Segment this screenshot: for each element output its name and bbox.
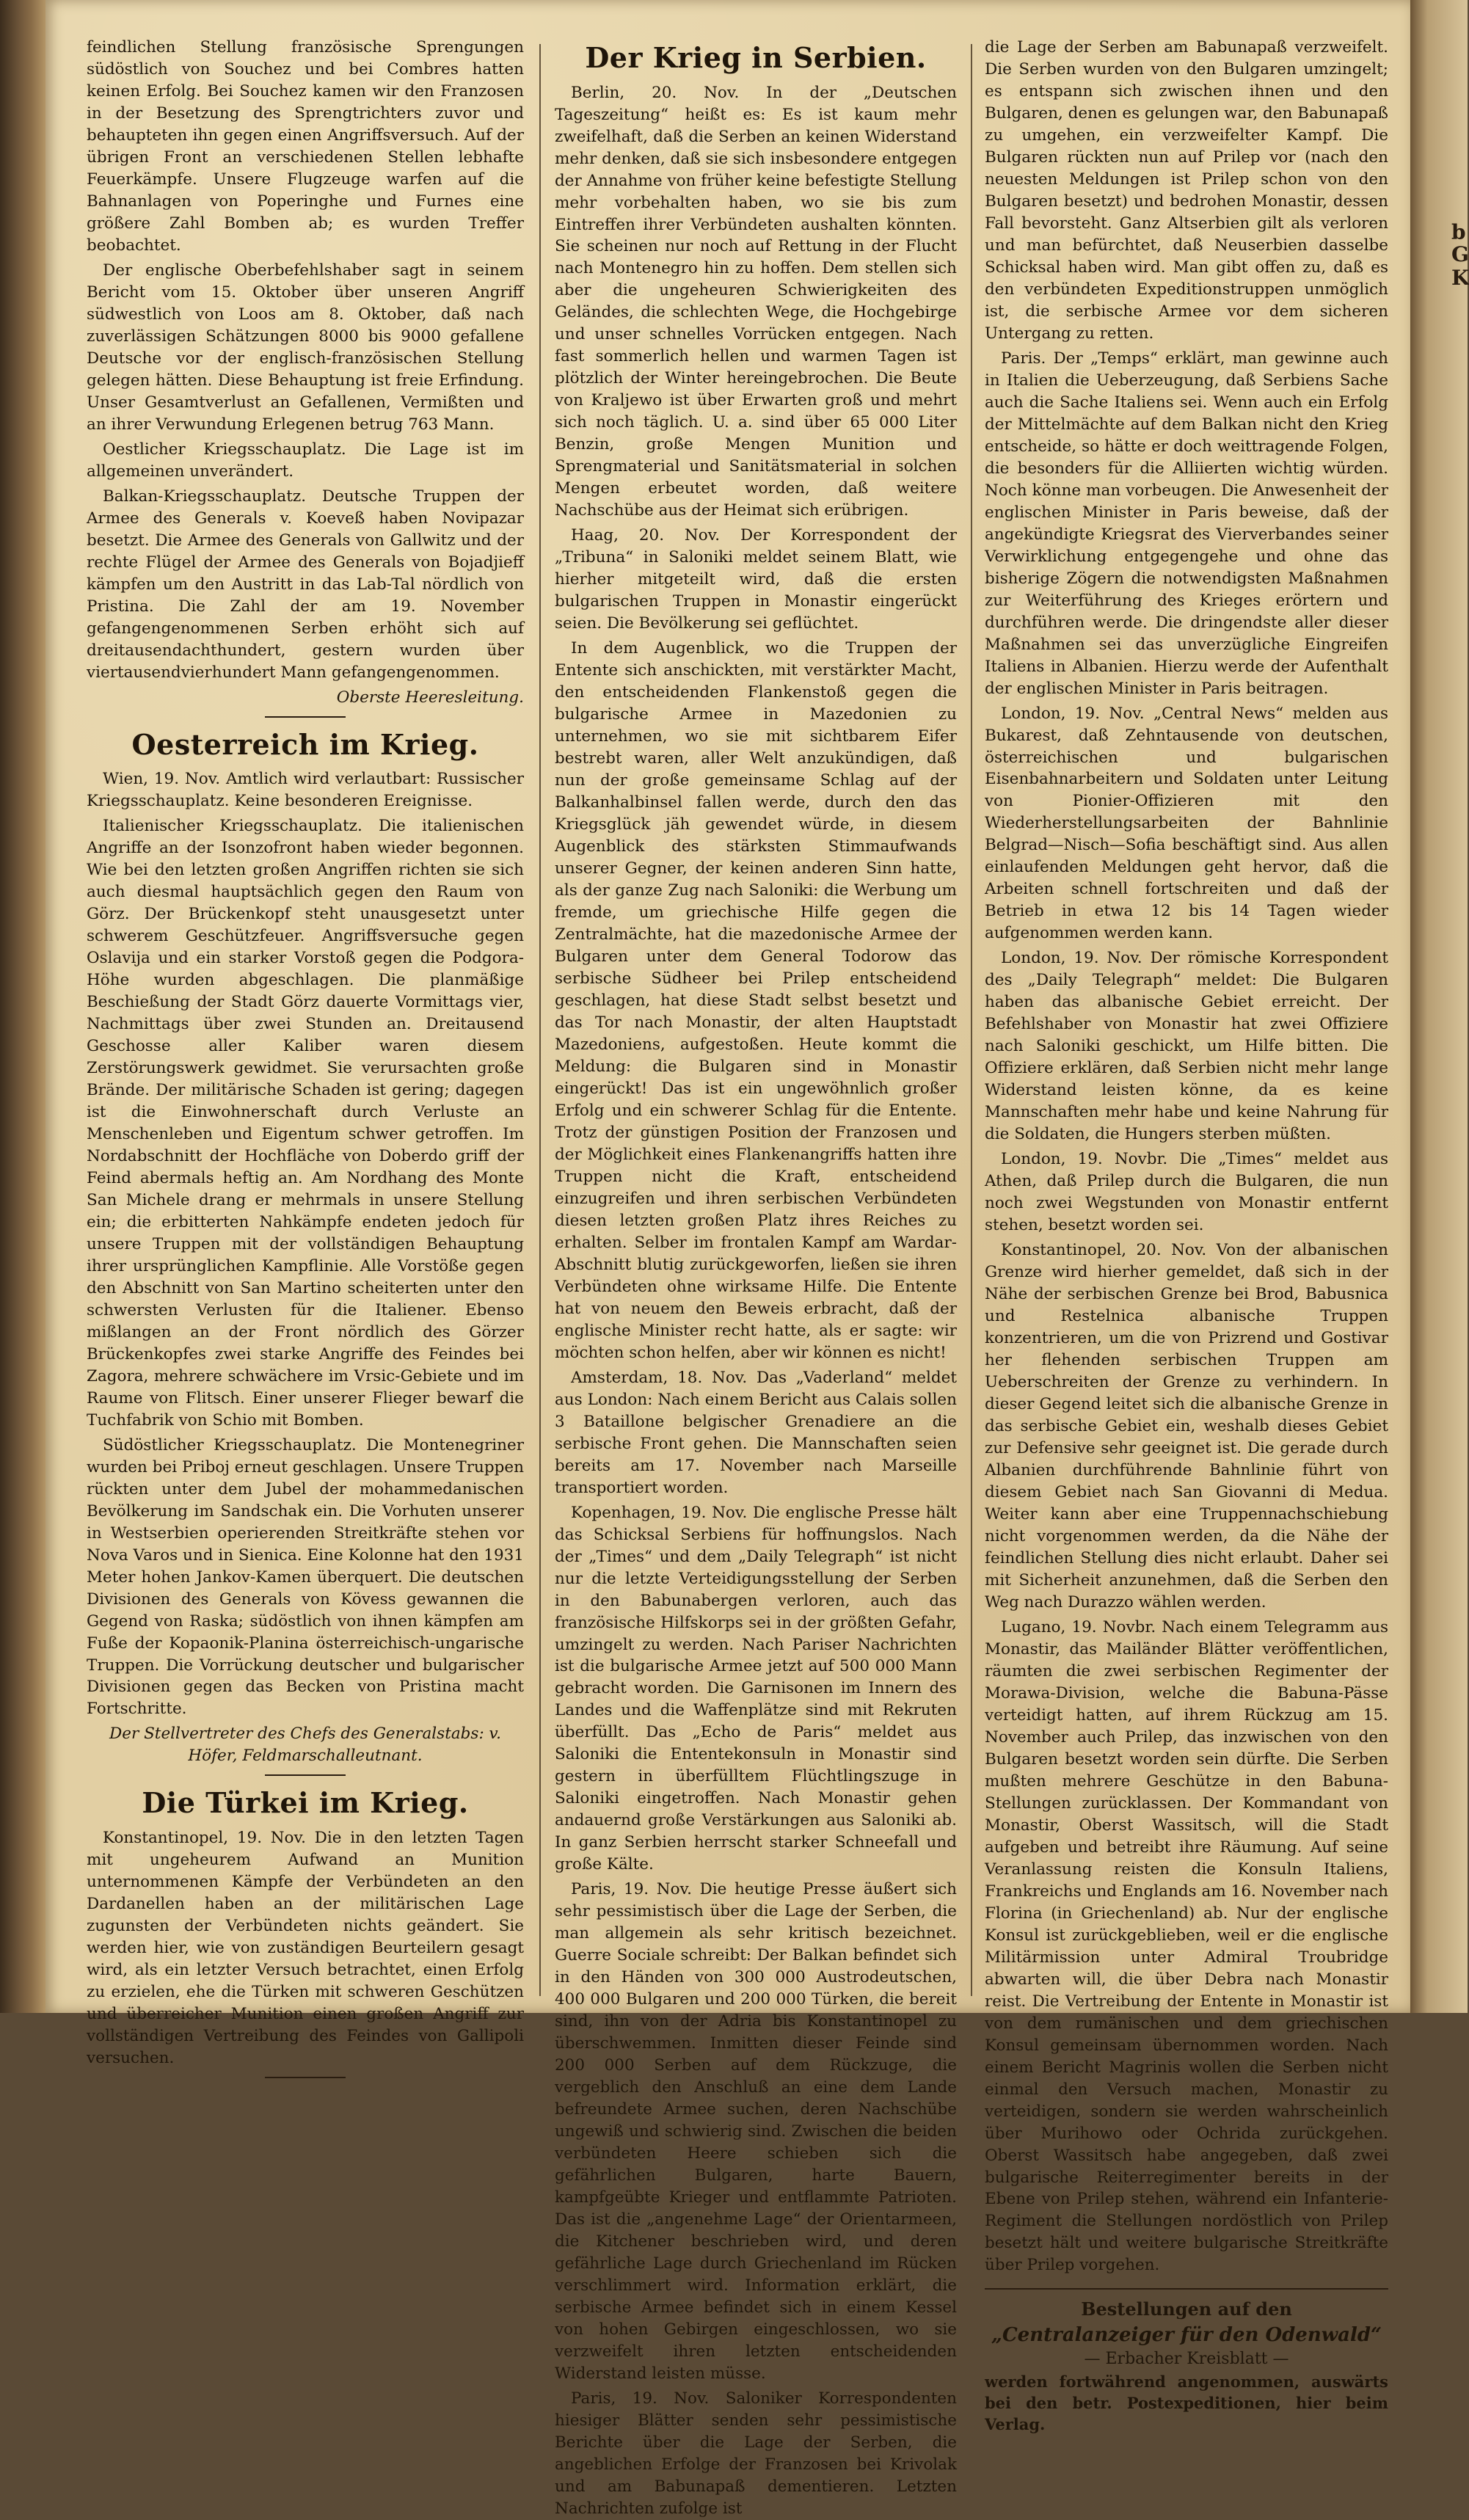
paragraph: Italienischer Kriegsschauplatz. Die italienischen Angriffe an der Isonzofront haben wieder begonnen. Wie bei den letzten großen Angriffen richten sie sich auch diesmal hauptsächlich gegen den Raum von Görz. Der Brückenkopf steht unausgesetzt unter schwerem Geschützfeuer. Angriffsversuche gegen Oslavija und ein starker Vorstoß gegen die Podgora-Höhe wurden abgeschlagen. Die planmäßige Beschießung der Stadt Görz dauerte Vormittags vier, Nachmittags über zwei Stunden an. Dreitausend Geschosse aller Kaliber waren diesem Zerstörungswerk gewidmet. Sie verursachten große Brände. Der militärische Schaden ist gering; dagegen ist die Einwohnerschaft durch Verluste an Menschenleben und Eigentum schwer getroffen. Im Nordabschnitt der Hochfläche von Doberdo griff der Feind abermals heftig an. Am Nordhang des Monte San Michele drang er mehrmals in unsere Stellung ein; die erbitterten Nahkämpfe endeten jedoch für unsere Truppen mit der vollständigen Behauptung ihrer ursprünglichen Kampflinie. Alle Vorstöße gegen den Abschnitt von San Martino scheiterten unter den schwersten Verlusten für die Italiener. Ebenso mißlangen an der Front nördlich des Görzer Brückenkopfes zwei starke Angriffe des Feindes bei Zagora, mehrere schwächere im Vrsic-Gebiete und im Raume von Flitsch. Einer unserer Flieger bewarf die Tuchfabrik von Schio mit Bomben. bbox=[87, 817, 524, 1430]
divider bbox=[265, 716, 346, 718]
paragraph: Paris. Der „Temps“ erklärt, man gewinne auch in Italien die Ueberzeugung, daß Serbiens Sache auch die Sache Italiens sei. Wenn auch ein Erfolg der Mittelmächte auf dem Balkan nicht den Krieg entscheide, so hätte er doch weittragende Folgen, die besonders für die Alliierten wichtig würden. Noch könne man vorbeugen. Die Anwesenheit der englischen Minister in Paris beweise, daß der angekündigte Kriegsrat des Vierverbandes seiner Verwirklichung entgegengehe und ohne das bisherige Zögern die notwendigsten Maßnahmen zur Weiterführung des Krieges erörtern und durchführen werde. Die dringendste aller dieser Maßnahmen sei das unverzügliche Eingreifen Italiens in Albanien. Hierzu werde der Aufenthalt der englischen Minister in Paris beitragen. bbox=[985, 349, 1388, 698]
paragraph: Haag, 20. Nov. Der Korrespondent der „Tribuna“ in Saloniki meldet seinem Blatt, wie hierher mitgeteilt wird, daß die ersten bulgarischen Truppen in Monastir eingerückt seien. Die Bevölkerung sei geflüchtet. bbox=[555, 526, 957, 633]
section-heading: Der Krieg in Serbien. bbox=[585, 41, 927, 74]
column-2 bbox=[555, 37, 957, 2518]
paragraph: Kopenhagen, 19. Nov. Die englische Presse hält das Schicksal Serbiens für hoffnungslos. Nach der „Times“ und dem „Daily Telegraph“ ist nicht nur die letzte Verteidigungsstellung der Serben in den Babunabergen verloren, auch das französische Hilfskorps sei in der größten Gefahr, umzingelt zu werden. Nach Pariser Nachrichten ist die bulgarische Armee jetzt auf 500 000 Mann gebracht worden. Die Garnisonen im Innern des Landes und die Waffenplätze sind mit Rekruten überfüllt. Das „Echo de Paris“ meldet aus Saloniki die Ententekonsuln in Monastir sind gestern in überfülltem Flüchtlingszuge in Saloniki eingetroffen. Nach Monastir gehen andauernd große Verstärkungen aus Saloniki ab. In ganz Serbien herrscht starker Schneefall und große Kälte. bbox=[555, 1503, 957, 1874]
section-heading: Oesterreich im Krieg. bbox=[131, 727, 479, 761]
notice-line: Bestellungen auf den bbox=[1081, 2298, 1292, 2320]
paragraph: die Lage der Serben am Babunapaß verzweifelt. Die Serben wurden von den Bulgaren umzingelt; es entspann sich zwischen ihnen und den Bulgaren, denen es gelungen war, den Babunapaß zu umgehen, ein verzweifelter Kampf. Die Bulgaren rückten nun auf Prilep vor (nach den neuesten Meldungen ist Prilep schon von den Bulgaren besetzt) und bedrohen Monastir, dessen Fall bevorsteht. Ganz Altserbien gilt als verloren und man befürchtet, daß Neuserbien dasselbe Schicksal haben wird. Man gibt offen zu, daß es den verbündeten Expeditionstruppen unmöglich ist, die serbische Armee vor dem sicheren Untergang zu retten. bbox=[985, 38, 1388, 343]
paragraph: Der englische Oberbefehlshaber sagt in seinem Bericht vom 15. Oktober über unseren Angriff südwestlich von Loos am 8. Oktober, daß nach zuverlässigen Schätzungen 8000 bis 9000 gefallene Deutsche vor der englisch-französischen Stellung gelegen hätten. Diese Behauptung ist freie Erfindung. Unser Gesamtverlust an Gefallenen, Vermißten und an ihrer Verwundung Erlegenen betrug 763 Mann. bbox=[87, 261, 524, 434]
column-rule bbox=[971, 44, 972, 1996]
section-heading: Die Türkei im Krieg. bbox=[142, 1786, 469, 1820]
paragraph: Paris, 19. Nov. Die heutige Presse äußert sich sehr pessimistisch über die Lage der Serben, die man allgemein als sehr kritisch bezeichnet. Guerre Sociale schreibt: Der Balkan befindet sich in den Händen von 300 000 Austrodeutschen, 400 000 Bulgaren und 200 000 Türken, die bereit sind, ihn von der Adria bis Konstantinopel zu überschwemmen. Inmitten dieser Feinde sind 200 000 Serben auf dem Rückzuge, die vergeblich den Anschluß an eine dem Lande befreundete Armee suchen, deren Nachschübe ungewiß und schwierig sind. Zwischen die beiden verbündeten Heere schieben sich die gefährlichen Bulgaren, harte Bauern, kampfgeübte Krieger und entflammte Patrioten. Das ist die „angenehme Lage“ der Orientarmeen, die Kitchener beschrieben wird, und deren gefährliche Lage durch Griechenland im Rücken verschlimmert wird. Information erklärt, die serbische Armee befindet sich in einem Kessel von hohen Gebirgen eingeschlossen, wo sie verzweifelt ihren letzten entscheidenden Widerstand leisten müsse. bbox=[555, 1880, 957, 2383]
page-fragment-letter: K bbox=[1451, 266, 1469, 290]
paragraph: London, 19. Nov. Der römische Korrespondent des „Daily Telegraph“ meldet: Die Bulgaren haben das albanische Gebiet erreicht. Der Befehlshaber von Monastir hat zwei Offiziere nach Saloniki geschickt, um Hilfe bitten. Die Offiziere erklären, daß Serbien nicht mehr lange Widerstand leisten könne, da es keine Mannschaften mehr habe und keine Nahrung für die Soldaten, die Hungers sterben müßten. bbox=[985, 949, 1388, 1144]
paragraph: Oestlicher Kriegsschauplatz. Die Lage ist im allgemeinen unverändert. bbox=[87, 440, 524, 481]
page-fragment-letter: b bbox=[1451, 220, 1466, 244]
adjacent-page-edge bbox=[1410, 0, 1468, 2013]
paragraph: Konstantinopel, 20. Nov. Von der albanischen Grenze wird hierher gemeldet, daß sich in der Nähe der serbischen Grenze bei Brod, Babusnica und Restelnica albanische Truppen konzentrieren, um die von Prizrend und Gostivar her flehenden serbischen Truppen am Ueberschreiten der Grenze zu verhindern. In dieser Gegend leitet sich die albanische Grenze in das serbische Gebiet ein, weshalb dieses Gebiet zur Defensive sehr geeignet ist. Die gerade durch Albanien durchführende Bahnlinie führt von diesem Gebiet nach San Giovanni di Medua. Weiter kann aber eine Truppennachschiebung nicht vorgenommen werden, da die Nähe der feindlichen Stellung dies nicht erlaubt. Daher sei mit Sicherheit anzunehmen, daß die Serben den Weg nach Durazzo wählen werden. bbox=[985, 1241, 1388, 1612]
page-fragment-letter: G bbox=[1451, 242, 1469, 266]
paragraph: Balkan-Kriegsschauplatz. Deutsche Truppen der Armee des Generals v. Koeveß haben Novipazar besetzt. Die Armee des Generals von Gallwitz und der rechte Flügel der Armee des Generals von Bojadjieff kämpfen um den Austritt in das Lab-Tal nördlich von Pristina. Die Zahl der am 19. November gefangengenommenen Serben erhöht sich auf dreitausendachthundert, gestern wurden über viertausendvierhundert Mann gefangengenommen. bbox=[87, 487, 524, 682]
signature: Oberste Heeresleitung. bbox=[336, 688, 524, 707]
column-3 bbox=[985, 37, 1388, 2434]
notice-title: „Centralanzeiger für den Odenwald“ bbox=[991, 2323, 1382, 2346]
book-binding bbox=[0, 0, 45, 2013]
paragraph: Berlin, 20. Nov. In der „Deutschen Tageszeitung“ heißt es: Es ist kaum mehr zweifelhaft, daß die Serben an keinen Widerstand mehr denken, daß sie sich insbesondere entgegen der Annahme von früher keine befestigte Stellung mehr vorbehalten haben, wo sie bis zum Eintreffen ihrer Verbündeten aushalten könnten. Sie scheinen nur noch auf Rettung in der Flucht nach Montenegro hin zu hoffen. Dem stellen sich aber die ungeheuren Schwierigkeiten des Geländes, die schlechten Wege, die Hochgebirge und unser schnelles Vorrücken entgegen. Nach fast sommerlich hellen und warmen Tagen ist plötzlich der Winter hereingebrochen. Die Beute von Kraljewo ist über Erwarten groß und mehrt sich noch täglich. U. a. sind über 65 000 Liter Benzin, große Mengen Munition und Sprengmaterial und Sanitätsmaterial in solchen Mengen erbeutet worden, daß weitere Nachschübe aus der Heimat sich erübrigen. bbox=[555, 83, 957, 520]
signature: Der Stellvertreter des Chefs des Generalstabs: v. Höfer, Feldmarschalleutnant. bbox=[109, 1725, 501, 1766]
column-rule bbox=[539, 44, 541, 1996]
paragraph: London, 19. Novbr. Die „Times“ meldet aus Athen, daß Prilep durch die Bulgaren, die nun noch zwei Wegstunden von Monastir entfernt stehen, besetzt worden sei. bbox=[985, 1150, 1388, 1235]
divider bbox=[265, 2077, 346, 2078]
column-1 bbox=[87, 37, 524, 2067]
paragraph: Wien, 19. Nov. Amtlich wird verlautbart: Russischer Kriegsschauplatz. Keine besonderen Ereignisse. bbox=[87, 770, 524, 811]
paragraph: Südöstlicher Kriegsschauplatz. Die Montenegriner wurden bei Priboj erneut geschlagen. Unsere Truppen rückten unter dem Jubel der mohammedanischen Bevölkerung im Sandschak ein. Die Vorhuten unserer in Westserbien operierenden Streitkräfte stehen vor Nova Varos und in Sienica. Eine Kolonne hat den 1931 Meter hohen Jankov-Kamen überquert. Die deutschen Divisionen des Generals von Kövess gewannen die Gegend von Raska; südöstlich von ihnen kämpfen am Fuße der Kopaonik-Planina österreichisch-ungarische Truppen. Die Vorrückung deutscher und bulgarischer Divisionen gegen das Becken von Pristina macht Fortschritte. bbox=[87, 1435, 524, 1719]
subscription-notice bbox=[985, 2288, 1388, 2435]
paragraph: Amsterdam, 18. Nov. Das „Vaderland“ meldet aus London: Nach einem Bericht aus Calais sollen 3 Bataillone belgischer Grenadiere an die serbische Front gehen. Die Mannschaften seien bereits am 17. November nach Marseille transportiert worden. bbox=[555, 1368, 957, 1497]
paragraph: Paris, 19. Nov. Saloniker Korrespondenten hiesiger Blätter senden sehr pessimistische Berichte über die Lage der Serben, die angeblichen Erfolge der Franzosen bei Krivolak und am Babunapaß dementieren. Letzten Nachrichten zufolge ist bbox=[555, 2389, 957, 2518]
paragraph: feindlichen Stellung französische Sprengungen südöstlich von Souchez und bei Combres hatten keinen Erfolg. Bei Souchez kamen wir den Franzosen in der Besetzung des Sprengtrichters zuvor und behaupteten ihn gegen einen Angriffsversuch. Auf der übrigen Front an verschiedenen Stellen lebhafte Feuerkämpfe. Unsere Flugzeuge warfen auf die Bahnanlagen von Poperinghe und Furnes eine größere Zahl Bomben ab; es wurden Treffer beobachtet. bbox=[87, 38, 524, 255]
divider bbox=[265, 1774, 346, 1776]
notice-line: werden fortwährend angenommen, auswärts bei den betr. Postexpeditionen, hier beim Verlag. bbox=[985, 2372, 1388, 2434]
paragraph: In dem Augenblick, wo die Truppen der Entente sich anschickten, mit verstärkter Macht, den entscheidenden Flankenstoß gegen die bulgarische Armee in Mazedonien zu unternehmen, wo sie mit sichtbarem Eifer bestrebt waren, aller Welt anzukündigen, daß nun der große gemeinsame Schlag auf der Balkanhalbinsel fallen werde, durch den das Kriegsglück jäh gewendet würde, in diesem Augenblick des stärksten Stimmaufwands unserer Gegner, der keinen anderen Sinn hatte, als der ganze Zug nach Saloniki: die Werbung um fremde, um griechische Hilfe gegen die Zentralmächte, hat die mazedonische Armee der Bulgaren unter dem General Todorow das serbische Südheer bei Prilep entscheidend geschlagen, hat diese Stadt selbst besetzt und das Tor nach Monastir, der alten Hauptstadt Mazedoniens, aufgestoßen. Heute kommt die Meldung: die Bulgaren sind in Monastir eingerückt! Das ist ein ungewöhnlich großer Erfolg und ein schwerer Schlag für die Entente. Trotz der günstigen Position der Franzosen und der Möglichkeit eines Flankenangriffs hatten ihre Truppen nicht die Kraft, entscheidend einzugreifen und ihren serbischen Verbündeten diesen letzten großen Platz ihres Reiches zu erhalten. Selber im frontalen Kampf am Wardar-Abschnitt blutig zurückgeworfen, ließen sie ihren Verbündeten ohne wirksame Hilfe. Die Entente hat von neuem den Beweis erbracht, daß der englische Minister recht hatte, als er sagte: wir möchten schon helfen, aber wir können es nicht! bbox=[555, 639, 957, 1362]
paragraph: Konstantinopel, 19. Nov. Die in den letzten Tagen mit ungeheurem Aufwand an Munition unternommenen Kämpfe der Verbündeten an den Dardanellen haben an der militärischen Lage zugunsten der Verbündeten nichts geändert. Sie werden hier, wie von zuständigen Beurteilern gesagt wird, als ein letzter Versuch betrachtet, einen Erfolg zu erzielen, ehe die Türken mit schweren Geschützen und überreicher Munition einen großen Angriff zur vollständigen Vertreibung des Feindes von Gallipoli versuchen. bbox=[87, 1829, 524, 2067]
notice-line: — Erbacher Kreisblatt — bbox=[1084, 2350, 1289, 2369]
paragraph: London, 19. Nov. „Central News“ melden aus Bukarest, daß Zehntausende von deutschen, österreichischen und bulgarischen Eisenbahnarbeitern und Soldaten unter Leitung von Pionier-Offizieren mit den Wiederherstellungsarbeiten der Bahnlinie Belgrad—Nisch—Sofia beschäftigt sind. Aus allen einlaufenden Meldungen geht hervor, daß die Arbeiten schnell fortschreiten und daß der Betrieb in etwa 12 bis 14 Tagen wieder aufgenommen werden kann. bbox=[985, 704, 1388, 943]
paragraph: Lugano, 19. Novbr. Nach einem Telegramm aus Monastir, das Mailänder Blätter veröffentlichen, räumten die zwei serbischen Regimenter der Morawa-Division, welche die Babuna-Pässe verteidigt hatten, auf ihrem Rückzug am 15. November auch Prilep, das inzwischen von den Bulgaren besetzt worden sein dürfte. Die Serben mußten mehrere Geschütze in den Babuna-Stellungen zurücklassen. Der Kommandant von Monastir, Oberst Wassitsch, will die Stadt aufgeben und betreibt ihre Räumung. Auf seine Veranlassung reisten die Konsuln Italiens, Frankreichs und Englands am 16. November nach Florina (in Griechenland) ab. Nur der englische Konsul ist zurückgeblieben, weil er die englische Militärmission unter Admiral Troubridge abwarten will, die über Debra nach Monastir reist. Die Vertreibung der Entente in Monastir ist von dem rumänischen und dem griechischen Konsul gemeinsam übernommen worden. Nach einem Bericht Magrinis wollen die Serben nicht einmal den Versuch machen, Monastir zu verteidigen, sondern sie werden wahrscheinlich über Murihowo oder Ochrida zurückgehen. Oberst Wassitsch habe angegeben, daß zwei bulgarische Reiterregimenter bereits in der Ebene von Prilep stehen, während ein Infanterie-Regiment die Stellungen nordöstlich von Prilep besetzt hält und weitere bulgarische Streitkräfte über Prilep vorgehen. bbox=[985, 1617, 1388, 2275]
